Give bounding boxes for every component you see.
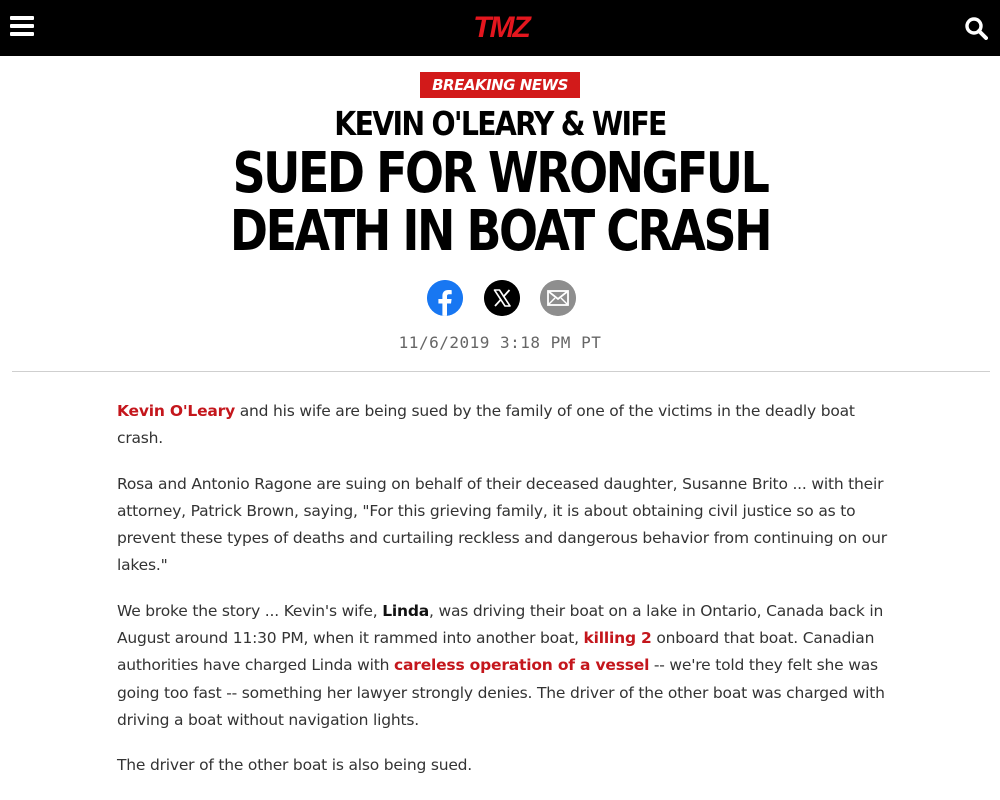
- paragraph-1-text: and his wife are being sued by the family of one of the victims in the deadly boat crash.: [117, 402, 855, 448]
- paragraph-3: [117, 598, 887, 734]
- link-kevin-oleary[interactable]: Kevin O'Leary: [117, 402, 236, 420]
- link-careless-operation[interactable]: careless operation of a vessel: [394, 656, 650, 675]
- headline-line-2: SUED FOR WRONGFUL: [232, 141, 768, 206]
- facebook-icon[interactable]: [427, 280, 463, 316]
- article-body: [117, 398, 887, 798]
- paragraph-2: [117, 471, 887, 580]
- tmz-logo[interactable]: TMZ: [473, 11, 529, 44]
- link-killing-2[interactable]: killing 2: [583, 629, 652, 648]
- paragraph-3-text-a: We broke the story ... Kevin's wife,: [117, 601, 383, 620]
- x-twitter-icon[interactable]: [484, 280, 520, 316]
- paragraph-3-text-b: , was driving their boat on a lake in Ontario, Canada back in August around 11:30 PM, when it rammed into another boat,: [117, 601, 884, 648]
- headline-line-1: KEVIN O'LEARY & WIFE: [334, 104, 666, 143]
- paragraph-4: [117, 752, 887, 779]
- publish-timestamp: 11/6/2019 3:18 PM PT: [398, 333, 602, 352]
- search-icon[interactable]: [964, 16, 988, 40]
- paragraph-3-text-d: -- we're told they felt she was going too fast -- something her lawyer strongly denies. The driver of the other boat was charged with driving a boat without navigation lights.: [117, 656, 885, 729]
- breaking-news-badge: BREAKING NEWS: [420, 72, 580, 98]
- paragraph-2-text: Rosa and Antonio Ragone are suing on behalf of their deceased daughter, Susanne Brito ... with their attorney, Patrick Brown, saying, "For this grieving family, it is about obtaining civil justice so as to prevent these types of deaths and curtailing reckless and dangerous behavior from continuing on our lakes.": [117, 474, 887, 575]
- header-divider: [12, 371, 990, 372]
- email-icon[interactable]: [540, 280, 576, 316]
- bold-linda: Linda: [382, 601, 430, 620]
- paragraph-3-text-c: onboard that boat. Canadian authorities have charged Linda with: [117, 629, 875, 675]
- headline-line-3: DEATH IN BOAT CRASH: [229, 199, 771, 264]
- hamburger-menu-icon[interactable]: [10, 16, 36, 38]
- paragraph-4-text: The driver of the other boat is also being sued.: [117, 756, 473, 775]
- top-nav-bar: [0, 0, 1000, 56]
- kicker-container: [0, 72, 1000, 98]
- paragraph-1: [117, 398, 887, 453]
